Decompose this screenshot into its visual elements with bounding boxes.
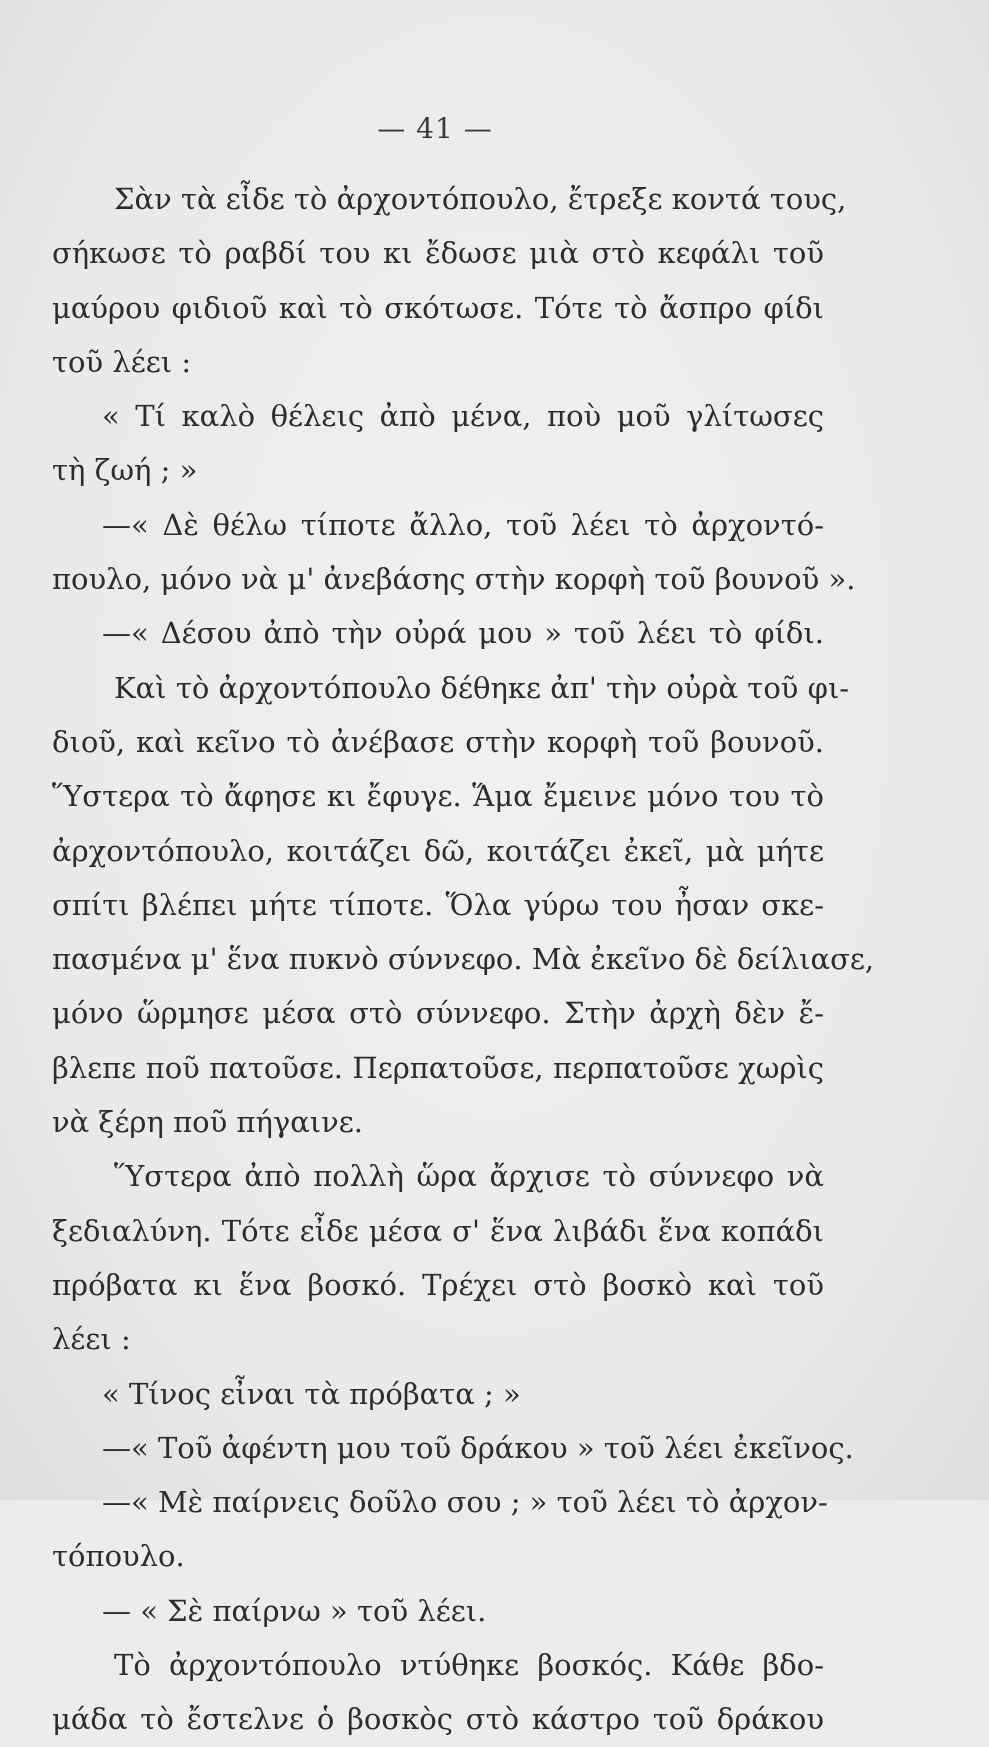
text-line: λέει : — [52, 1322, 131, 1357]
text-line: πασμένα μ' ἕνα πυκνὸ σύννεφο. Μὰ ἐκεῖνο δὲ δείλιασε, — [52, 942, 875, 977]
text-line: διοῦ, καὶ κεῖνο τὸ ἀνέβασε στὴν κορφὴ τοῦ βουνοῦ. — [52, 724, 824, 759]
text-line: Τὸ ἀρχοντόπουλο ντύθηκε βοσκός. Κάθε βδο- — [114, 1648, 824, 1683]
text-line: — « Σὲ παίρνω » τοῦ λέει. — [102, 1593, 487, 1628]
text-line: μόνο ὥρμησε μέσα στὸ σύννεφο. Στὴν ἀρχὴ δὲν ἔ- — [52, 996, 824, 1031]
text-line: πουλο, μόνο νὰ μ' ἀνεβάσης στὴν κορφὴ τοῦ βουνοῦ ». — [52, 562, 856, 597]
text-line: « Τίνος εἶναι τὰ πρόβατα ; » — [102, 1376, 521, 1411]
text-line: Καὶ τὸ ἀρχοντόπουλο δέθηκε ἀπ' τὴν οὐρὰ τοῦ φι- — [114, 670, 850, 705]
text-line: —« Δὲ θέλω τίποτε ἄλλο, τοῦ λέει τὸ ἀρχοντό- — [102, 507, 824, 542]
text-line: ξεδιαλύνη. Τότε εἶδε μέσα σ' ἕνα λιβάδι ἕνα κοπάδι — [52, 1213, 824, 1248]
text-line: σπίτι βλέπει μήτε τίποτε. Ὅλα γύρω του ἦσαν σκε- — [52, 887, 824, 922]
text-line: τοῦ λέει : — [52, 344, 192, 379]
text-line: μάδα τὸ ἔστελνε ὁ βοσκὸς στὸ κάστρο τοῦ δράκου — [52, 1702, 824, 1737]
text-line: μαύρου φιδιοῦ καὶ τὸ σκότωσε. Τότε τὸ ἄσπρο φίδι — [52, 290, 824, 325]
text-line: —« Τοῦ ἀφέντη μου τοῦ δράκου » τοῦ λέει ἐκεῖνος. — [102, 1430, 854, 1465]
page-number: — 41 — — [377, 112, 493, 145]
text-line: πρόβατα κι ἕνα βοσκό. Τρέχει στὸ βοσκὸ καὶ τοῦ — [52, 1267, 824, 1302]
body-text — [52, 172, 875, 1747]
text-line: —« Μὲ παίρνεις δοῦλο σου ; » τοῦ λέει τὸ ἀρχον- — [102, 1485, 828, 1520]
text-line: τὴ ζωή ; » — [52, 453, 198, 488]
text-line: τόπουλο. — [52, 1539, 185, 1574]
text-line: Σὰν τὰ εἶδε τὸ ἀρχοντόπουλο, ἔτρεξε κοντά τους, — [114, 182, 847, 216]
text-line: « Τί καλὸ θέλεις ἀπὸ μένα, ποὺ μοῦ γλίτωσες — [102, 399, 824, 434]
text-line: σήκωσε τὸ ραβδί του κι ἔδωσε μιὰ στὸ κεφάλι τοῦ — [52, 236, 824, 271]
text-line: νὰ ξέρη ποῦ πήγαινε. — [52, 1105, 364, 1140]
text-line: ἀρχοντόπουλο, κοιτάζει δῶ, κοιτάζει ἐκεῖ, μὰ μήτε — [52, 833, 824, 868]
text-line: —« Δέσου ἀπὸ τὴν οὐρά μου » τοῦ λέει τὸ φίδι. — [102, 616, 824, 651]
text-line: Ὕστερα ἀπὸ πολλὴ ὥρα ἄρχισε τὸ σύννεφο νὰ — [114, 1159, 824, 1194]
text-line: βλεπε ποῦ πατοῦσε. Περπατοῦσε, περπατοῦσε χωρὶς — [52, 1050, 824, 1085]
text-line: Ὕστερα τὸ ἄφησε κι ἔφυγε. Ἅμα ἔμεινε μόνο του τὸ — [52, 779, 824, 814]
